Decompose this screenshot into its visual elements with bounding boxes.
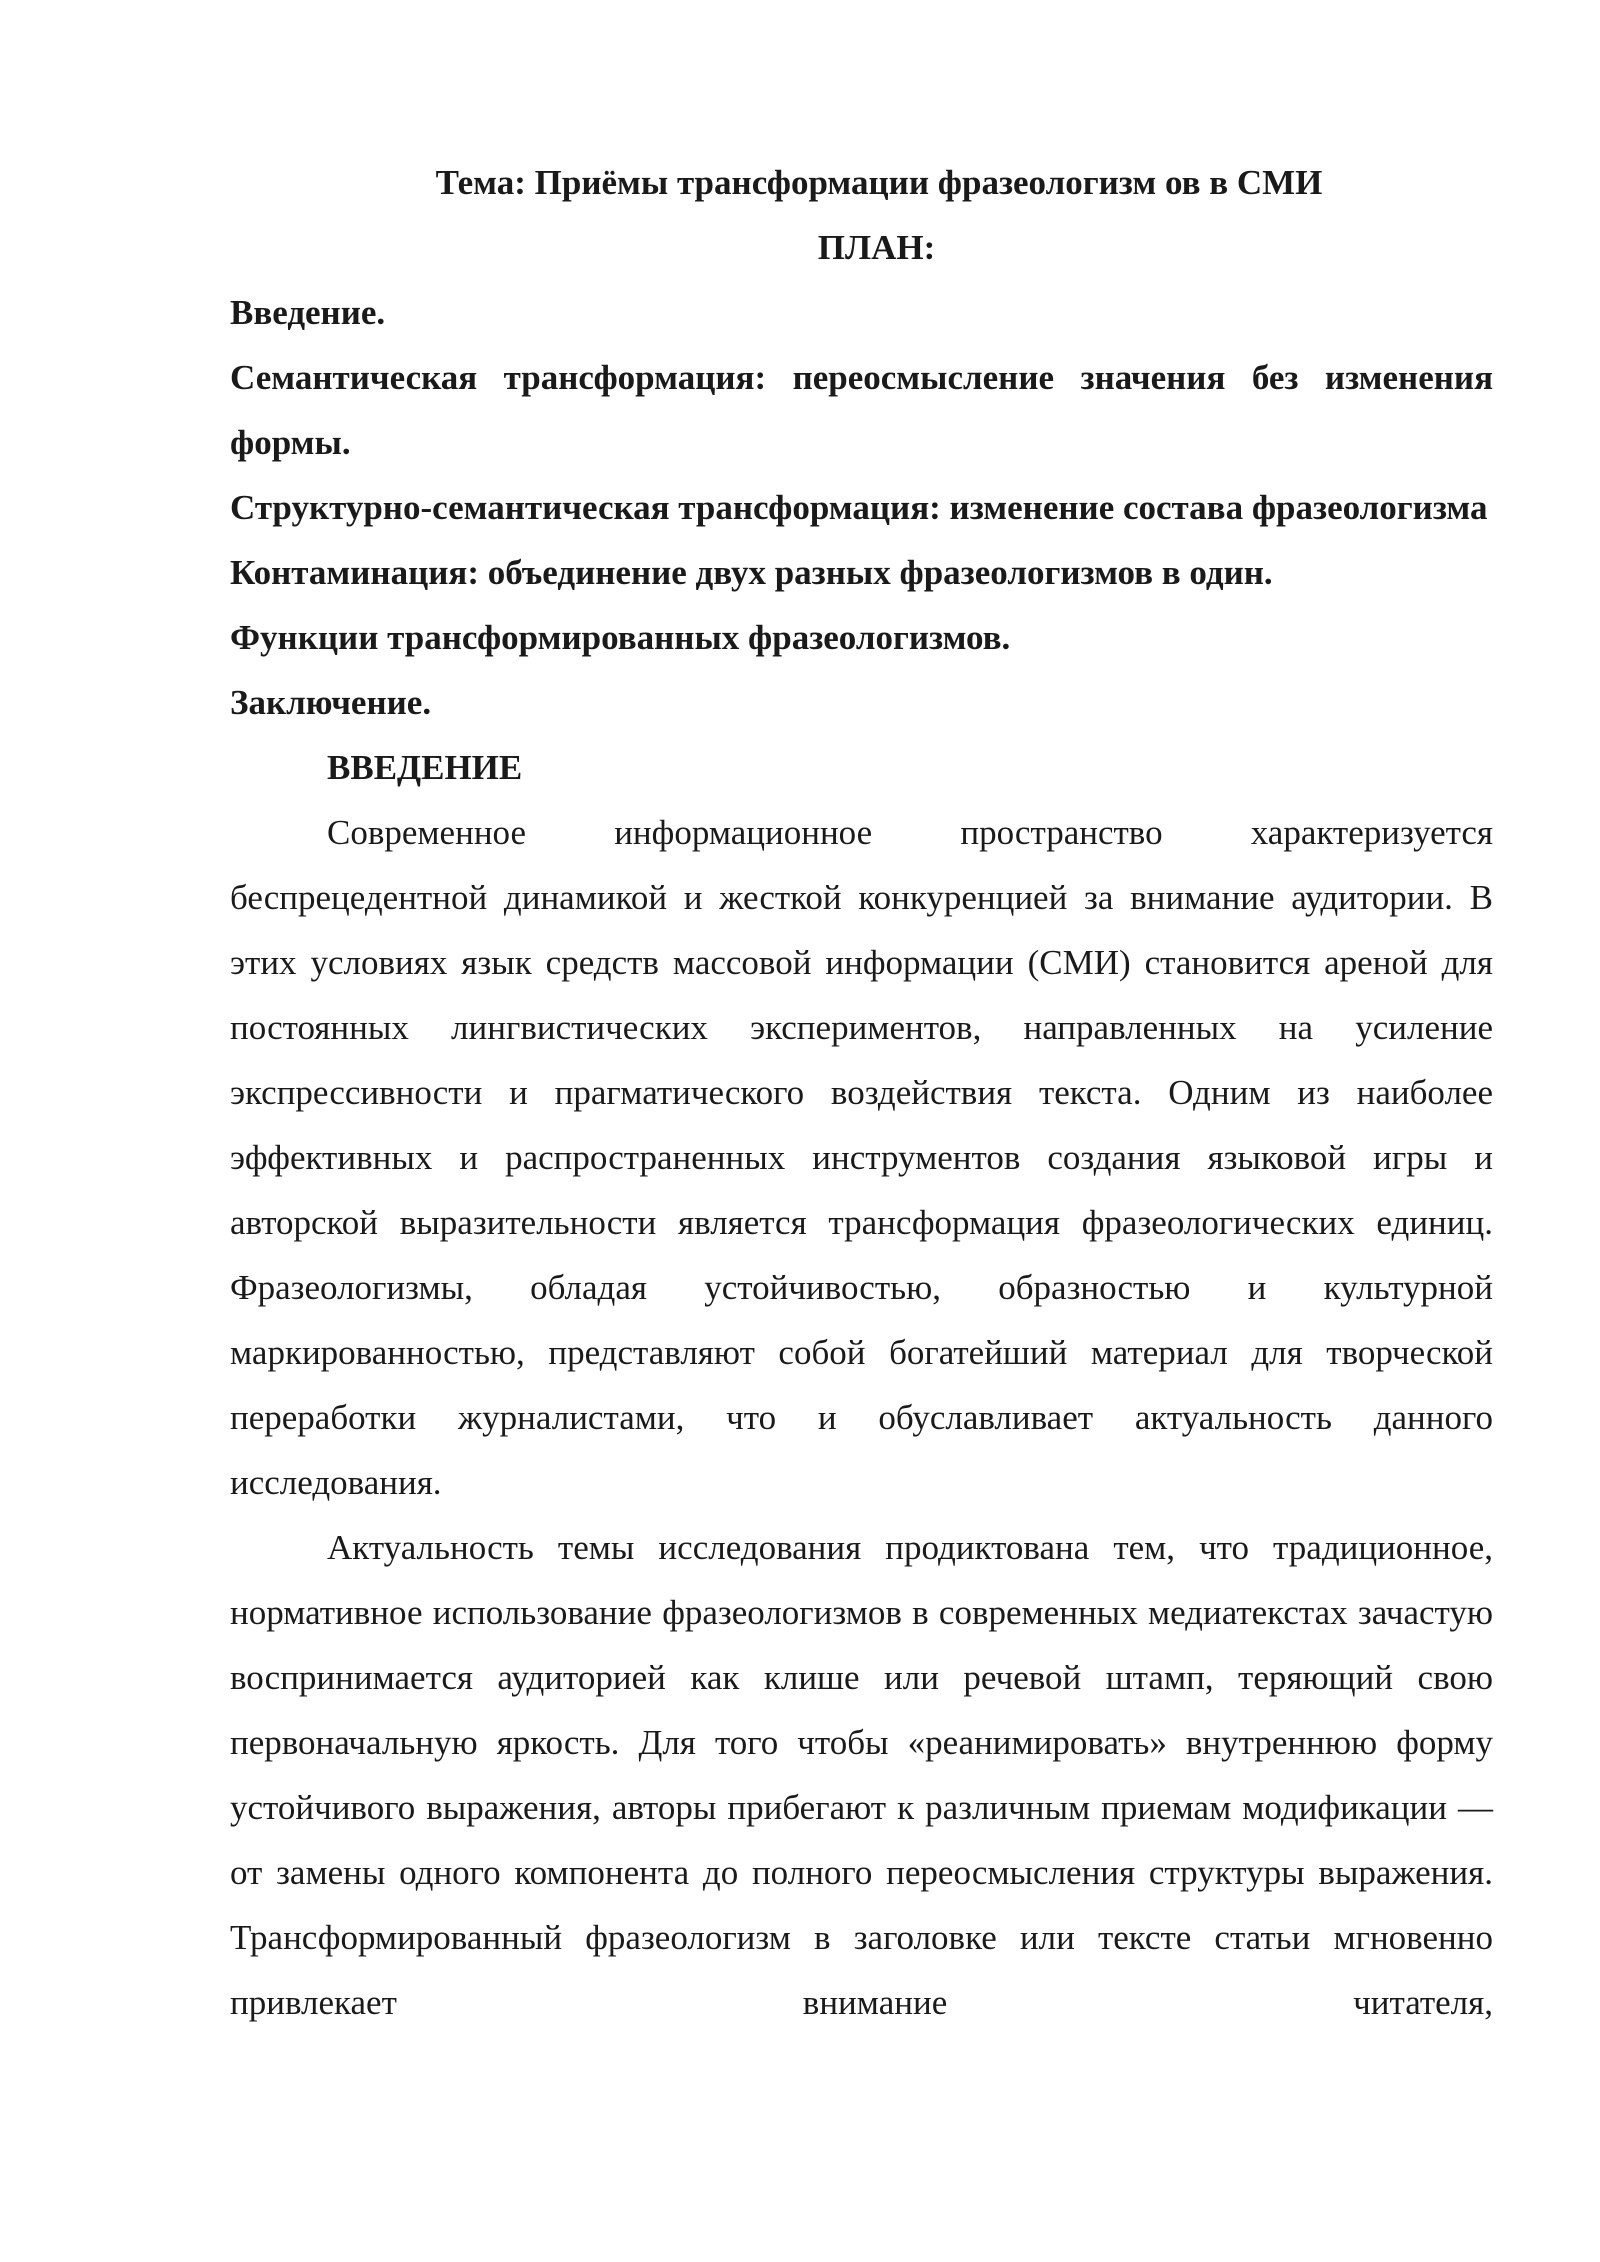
plan-item: Семантическая трансформация: переосмысление значения без изменения формы.: [230, 358, 1493, 462]
section-heading: ВВЕДЕНИЕ: [327, 748, 523, 787]
document-body: [230, 150, 1493, 2035]
plan-list: [230, 280, 1493, 735]
body-paragraph: Современное информационное пространство характеризуется беспрецедентной динамикой и жесткой конкуренцией за внимание аудитории. В этих условиях язык средств массовой информации (СМИ) становится ареной для постоянных лингвистических экспериментов, направленных на усиление экспрессивности и прагматического воздействия текста. Одним из наиболее эффективных и распространенных инструментов создания языковой игры и авторской выразительности является трансформация фразеологических единиц. Фразеологизмы, обладая устойчивостью, образностью и культурной маркированностью, представляют собой богатейший материал для творческой переработки журналистами, что и обуславливает актуальность данного исследования.: [230, 813, 1493, 1502]
plan-item: Заключение.: [230, 683, 432, 722]
plan-item: Введение.: [230, 293, 386, 332]
body-paragraph: Актуальность темы исследования продиктована тем, что традиционное, нормативное использование фразеологизмов в современных медиатекстах зачастую воспринимается аудиторией как клише или речевой штамп, теряющий свою первоначальную яркость. Для того чтобы «реанимировать» внутреннюю форму устойчивого выражения, авторы прибегают к различным приемам модификации — от замены одного компонента до полного переосмысления структуры выражения. Трансформированный фразеологизм в заголовке или тексте статьи мгновенно привлекает внимание читателя,: [230, 1528, 1493, 2022]
plan-heading: ПЛАН:: [817, 228, 936, 267]
plan-item: Структурно-семантическая трансформация: изменение состава фразеологизма: [230, 488, 1488, 527]
plan-item: Функции трансформированных фразеологизмов.: [230, 618, 1011, 657]
document-title: Тема: Приёмы трансформации фразеологизм ов в СМИ: [435, 163, 1323, 202]
plan-item: Контаминация: объединение двух разных фразеологизмов в один.: [230, 553, 1273, 592]
